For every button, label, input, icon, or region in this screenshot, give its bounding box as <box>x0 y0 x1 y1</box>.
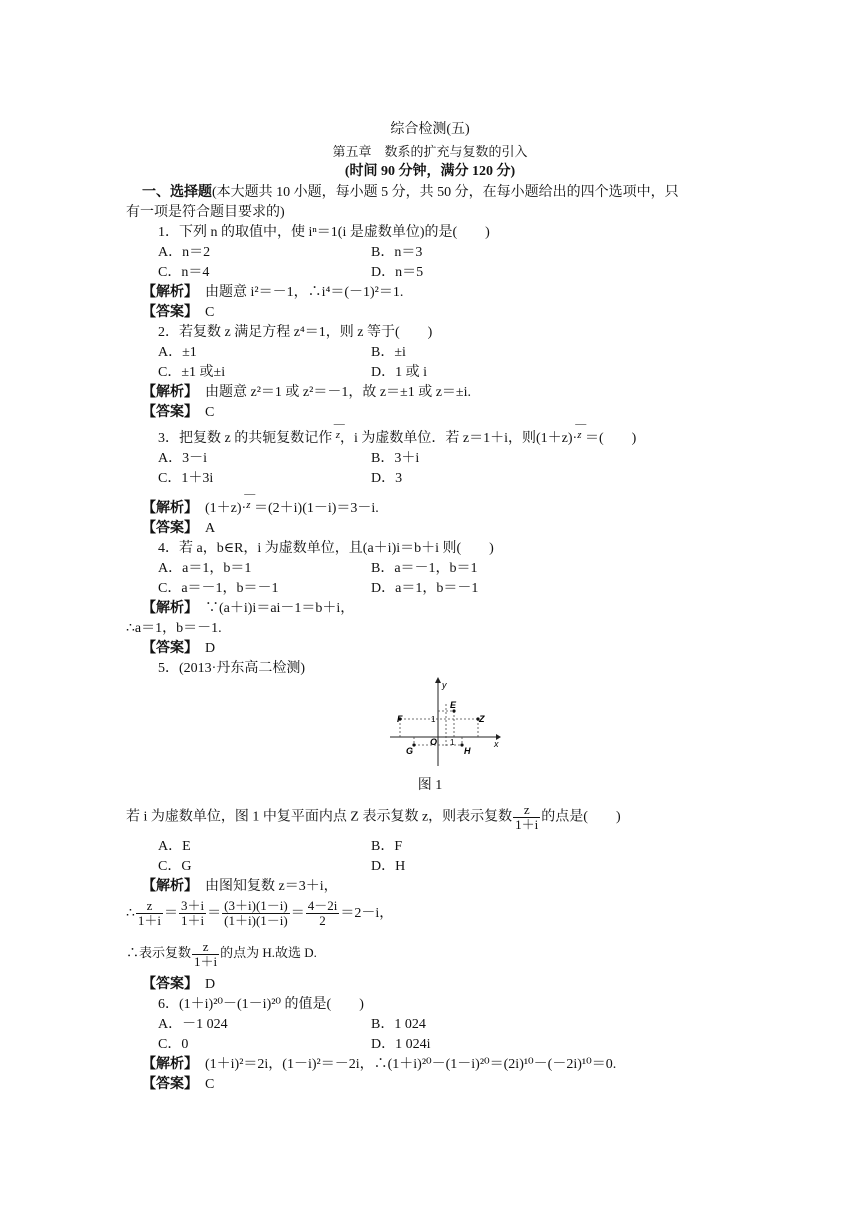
fraction-numerator: 4－2i <box>307 898 338 914</box>
fraction-numerator: z <box>513 803 540 818</box>
label-e: E <box>450 700 457 710</box>
conj-z <box>333 418 345 446</box>
q1-option-a: A．n＝2 <box>158 245 211 260</box>
q3-stem-a: 3．把复数 z 的共轭复数记作 <box>158 431 333 446</box>
analysis-label: 【解析】 <box>142 285 191 300</box>
fraction-numerator: z <box>192 940 219 955</box>
label-one-x: 1 <box>450 738 455 747</box>
q5-equation <box>126 897 393 931</box>
label-x: x <box>494 739 499 749</box>
section-intro-a: (本大题共 10 小题，每小题 5 分，共 50 分，在每小题给出的四个选项中，只 <box>212 185 679 200</box>
answer-label: 【答案】 <box>142 521 191 536</box>
equals: ＝ <box>207 906 222 921</box>
analysis-text: (1＋z)· <box>205 501 247 516</box>
doc-title: 综合检测(五) <box>390 122 470 137</box>
q1-answer <box>142 304 214 322</box>
q2-analysis <box>142 384 471 402</box>
fraction-numerator: z <box>136 899 163 914</box>
q6-option-a: A．－1 024 <box>158 1017 228 1032</box>
q4-option-c: C．a＝－1，b＝－1 <box>158 581 279 596</box>
conj-symbol: z <box>246 499 251 511</box>
q4-option-d: D．a＝1，b＝－1 <box>371 581 479 596</box>
conj-z <box>575 418 587 446</box>
answer-text: C <box>205 405 215 420</box>
eq-tail: ＝2－i， <box>340 906 394 921</box>
analysis-text: (1＋i)²＝2i，(1－i)²＝－2i，∴(1＋i)²⁰－(1－i)²⁰＝(2i)¹⁰－(－2i)¹⁰＝0. <box>205 1057 617 1072</box>
fraction-denominator: 1＋i <box>515 817 539 832</box>
fraction <box>222 899 290 928</box>
answer-text: A <box>205 521 216 536</box>
q1-option-d: D．n＝5 <box>371 265 424 280</box>
q5-option-b: B．F <box>371 839 403 854</box>
label-one-y: 1 <box>431 715 436 724</box>
answer-label: 【答案】 <box>142 305 191 320</box>
q2-option-d: D．1 或 i <box>371 365 427 380</box>
answer-text: D <box>205 641 216 656</box>
label-z: Z <box>479 714 485 724</box>
analysis-label: 【解析】 <box>142 601 191 616</box>
q3-option-b: B．3＋i <box>371 451 420 466</box>
conclusion-b: 的点为 H.故选 D. <box>220 945 317 960</box>
answer-text: D <box>205 977 216 992</box>
fraction-denominator: 1＋i <box>137 913 162 929</box>
section-intro-b: 有一项是符合题目要求的) <box>126 205 285 220</box>
label-y: y <box>442 680 447 690</box>
section-heading: 一、选择题 <box>142 185 212 200</box>
q5-text-b: 的点是( ) <box>541 809 621 825</box>
fraction-numerator: (3＋i)(1－i) <box>224 898 288 914</box>
q3-option-c: C．1＋3i <box>158 471 214 486</box>
q5-answer <box>142 976 215 994</box>
conj-symbol: z <box>335 429 340 441</box>
fraction <box>136 899 163 928</box>
fraction <box>513 803 540 832</box>
conj-symbol: z <box>577 429 582 441</box>
analysis-label: 【解析】 <box>142 1057 191 1072</box>
q6-option-c: C．0 <box>158 1037 189 1052</box>
q6-stem: 6．(1＋i)²⁰－(1－i)²⁰ 的值是( ) <box>158 997 364 1012</box>
q4-analysis-2: ∴a＝1，b＝－1. <box>126 621 222 636</box>
fraction <box>179 899 206 928</box>
q3-stem <box>158 418 637 448</box>
label-origin: O <box>430 737 438 747</box>
complex-plane-figure <box>388 676 504 768</box>
analysis-text: ∵(a＋i)i＝ai－1＝b＋i， <box>205 601 355 616</box>
analysis-text: ＝(2＋i)(1－i)＝3－i. <box>253 501 379 516</box>
q5-option-a: A．E <box>158 839 191 854</box>
q5-option-d: D．H <box>371 859 406 874</box>
conj-z <box>244 488 256 516</box>
fraction-denominator: 1＋i <box>194 953 218 969</box>
figure-caption: 图 1 <box>417 778 443 793</box>
q6-answer <box>142 1076 214 1094</box>
label-f: F <box>397 714 403 724</box>
fraction <box>192 940 219 969</box>
answer-label: 【答案】 <box>142 977 191 992</box>
q3-option-a: A．3－i <box>158 451 207 466</box>
conj-bar: — <box>333 418 345 430</box>
q4-option-a: A．a＝1，b＝1 <box>158 561 252 576</box>
q5-option-c: C．G <box>158 859 192 874</box>
label-g: G <box>406 746 414 756</box>
conj-bar: — <box>244 488 256 500</box>
answer-label: 【答案】 <box>142 405 191 420</box>
q6-analysis <box>142 1056 616 1074</box>
answer-text: C <box>205 305 215 320</box>
q6-option-d: D．1 024i <box>371 1037 431 1052</box>
q2-stem: 2．若复数 z 满足方程 z⁴＝1，则 z 等于( ) <box>158 325 433 340</box>
q5-text-a: 若 i 为虚数单位，图 1 中复平面内点 Z 表示复数 z，则表示复数 <box>126 809 513 825</box>
q4-option-b: B．a＝－1，b＝1 <box>371 561 478 576</box>
q4-answer <box>142 640 215 658</box>
answer-label: 【答案】 <box>142 641 191 656</box>
analysis-text: 由题意 z²＝1 或 z²＝－1，故 z＝±1 或 z＝±i. <box>205 385 472 400</box>
fraction-denominator: 2 <box>319 913 326 929</box>
label-h: H <box>464 746 471 756</box>
q5-stem: 5．(2013·丹东高二检测) <box>158 661 305 676</box>
q3-stem-b: ，i 为虚数单位．若 z＝1＋i，则(1＋z)· <box>340 431 578 446</box>
analysis-label: 【解析】 <box>142 501 191 516</box>
fraction-denominator: 1＋i <box>181 913 205 929</box>
q3-answer <box>142 520 215 538</box>
answer-text: C <box>205 1077 215 1092</box>
q2-option-a: A．±1 <box>158 345 197 360</box>
conj-bar: — <box>575 418 587 430</box>
q1-option-b: B．n＝3 <box>371 245 423 260</box>
fraction-numerator: 3＋i <box>181 898 205 914</box>
q1-option-c: C．n＝4 <box>158 265 210 280</box>
q2-option-b: B．±i <box>371 345 406 360</box>
q2-answer <box>142 404 214 422</box>
analysis-text: 由图知复数 z＝3＋i， <box>205 879 338 894</box>
analysis-label: 【解析】 <box>142 879 191 894</box>
analysis-label: 【解析】 <box>142 385 191 400</box>
section-intro <box>142 184 679 202</box>
q3-option-d: D．3 <box>371 471 403 486</box>
q1-stem: 1．下列 n 的取值中，使 iⁿ＝1(i 是虚数单位)的是( ) <box>158 225 490 240</box>
q4-analysis <box>142 600 354 618</box>
eq-lead: ∴ <box>126 906 135 921</box>
q5-analysis <box>142 878 338 896</box>
answer-label: 【答案】 <box>142 1077 191 1092</box>
fraction-denominator: (1＋i)(1－i) <box>224 913 288 929</box>
conclusion-a: ∴表示复数 <box>126 945 192 960</box>
q3-stem-c: ＝( ) <box>584 431 637 446</box>
q1-analysis <box>142 284 403 302</box>
y-axis-arrow <box>435 677 441 683</box>
equals: ＝ <box>290 906 305 921</box>
equals: ＝ <box>164 906 179 921</box>
fraction <box>306 899 340 928</box>
analysis-text: 由题意 i²＝－1，∴i⁴＝(－1)²＝1. <box>205 285 404 300</box>
time-info: (时间 90 分钟，满分 120 分) <box>344 164 516 179</box>
q6-option-b: B．1 024 <box>371 1017 426 1032</box>
q5-conclusion <box>126 937 317 969</box>
q2-option-c: C．±1 或±i <box>158 365 226 380</box>
chapter-title: 第五章 数系的扩充与复数的引入 <box>332 144 528 159</box>
q4-stem: 4．若 a，b∈R，i 为虚数单位，且(a＋i)i＝b＋i 则( ) <box>158 541 494 556</box>
q3-analysis <box>142 488 379 518</box>
q5-text <box>126 803 621 831</box>
